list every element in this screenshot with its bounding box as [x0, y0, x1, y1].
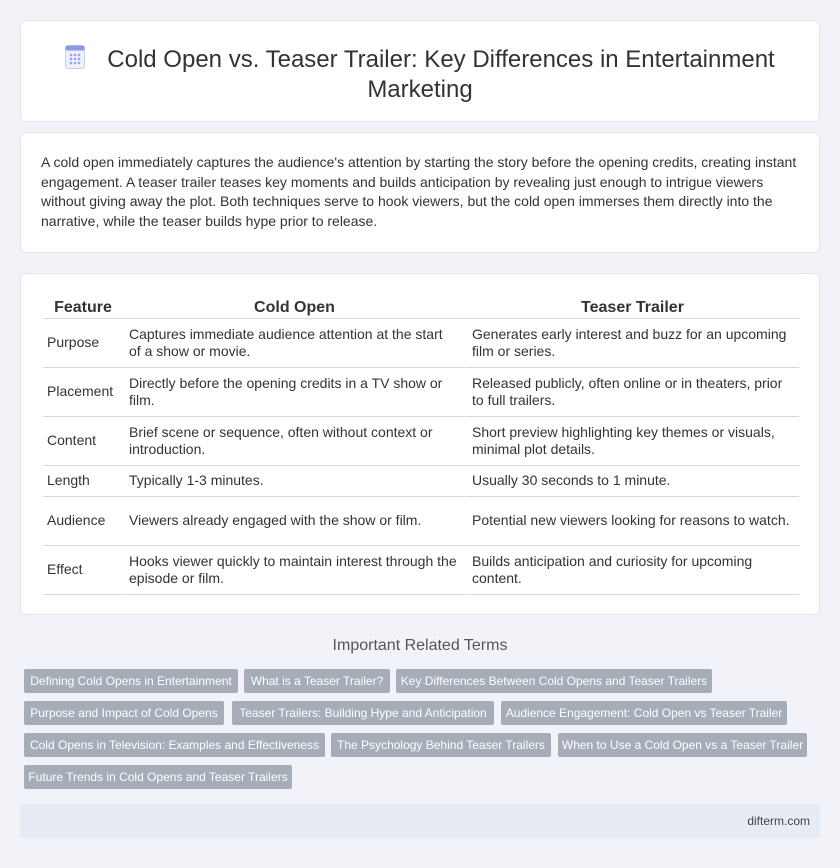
page-title-block: [41, 45, 799, 105]
feature-cell: Purpose: [43, 319, 123, 368]
footer-site-link[interactable]: difterm.com: [747, 814, 810, 828]
cold-open-cell: Brief scene or sequence, often without context or introduction.: [123, 417, 466, 466]
cold-open-cell: Captures immediate audience attention at the start of a show or movie.: [123, 319, 466, 368]
teaser-trailer-cell: Short preview highlighting key themes or visuals, minimal plot details.: [466, 417, 799, 466]
feature-cell: Placement: [43, 368, 123, 417]
feature-cell: Effect: [43, 546, 123, 595]
related-term-tag[interactable]: Teaser Trailers: Building Hype and Anticipation: [232, 701, 494, 725]
table-row: [43, 319, 799, 368]
cold-open-cell: Hooks viewer quickly to maintain interest through the episode or film.: [123, 546, 466, 595]
teaser-trailer-cell: Builds anticipation and curiosity for upcoming content.: [466, 546, 799, 595]
related-term-tag[interactable]: Cold Opens in Television: Examples and Effectiveness: [24, 733, 325, 757]
feature-cell: Length: [43, 466, 123, 497]
intro-card: [20, 132, 820, 253]
related-term-tag[interactable]: Key Differences Between Cold Opens and Teaser Trailers: [396, 669, 712, 693]
document-icon: [65, 45, 85, 69]
related-term-tag[interactable]: Purpose and Impact of Cold Opens: [24, 701, 224, 725]
cold-open-cell: Viewers already engaged with the show or film.: [123, 497, 466, 546]
table-row: [43, 417, 799, 466]
footer-bar: [20, 804, 820, 838]
cold-open-cell: Directly before the opening credits in a TV show or film.: [123, 368, 466, 417]
feature-cell: Audience: [43, 497, 123, 546]
table-row: [43, 497, 799, 546]
comparison-table: [43, 295, 799, 595]
related-term-tag[interactable]: When to Use a Cold Open vs a Teaser Trailer: [558, 733, 807, 757]
header-cold-open: Cold Open: [123, 295, 466, 319]
table-header-row: [43, 295, 799, 319]
header-feature: Feature: [43, 295, 123, 319]
teaser-trailer-cell: Released publicly, often online or in theaters, prior to full trailers.: [466, 368, 799, 417]
header-teaser-trailer: Teaser Trailer: [466, 295, 799, 319]
teaser-trailer-cell: Potential new viewers looking for reasons to watch.: [466, 497, 799, 546]
comparison-card: [20, 273, 820, 615]
teaser-trailer-cell: Generates early interest and buzz for an upcoming film or series.: [466, 319, 799, 368]
related-terms-title: Important Related Terms: [332, 637, 508, 654]
related-term-tag[interactable]: Future Trends in Cold Opens and Teaser Trailers: [24, 765, 292, 789]
related-term-tag[interactable]: The Psychology Behind Teaser Trailers: [331, 733, 551, 757]
related-term-tag[interactable]: What is a Teaser Trailer?: [244, 669, 390, 693]
table-row: [43, 546, 799, 595]
table-row: [43, 466, 799, 497]
page-title: Cold Open vs. Teaser Trailer: Key Differences in Entertainment Marketing: [107, 46, 775, 103]
table-row: [43, 368, 799, 417]
cold-open-cell: Typically 1-3 minutes.: [123, 466, 466, 497]
related-term-tag[interactable]: Audience Engagement: Cold Open vs Teaser Trailer: [501, 701, 787, 725]
related-term-tag[interactable]: Defining Cold Opens in Entertainment: [24, 669, 238, 693]
feature-cell: Content: [43, 417, 123, 466]
header-card: [20, 20, 820, 122]
teaser-trailer-cell: Usually 30 seconds to 1 minute.: [466, 466, 799, 497]
intro-paragraph: A cold open immediately captures the audience's attention by starting the story before the opening credits, creating instant engagement. A teaser trailer teases key moments and builds anticipation by revealing just enough to intrigue viewers without giving away the plot. Both techniques serve to hook viewers, but the cold open immerses them directly into the narrative, while the teaser builds hype prior to release.: [41, 154, 797, 229]
